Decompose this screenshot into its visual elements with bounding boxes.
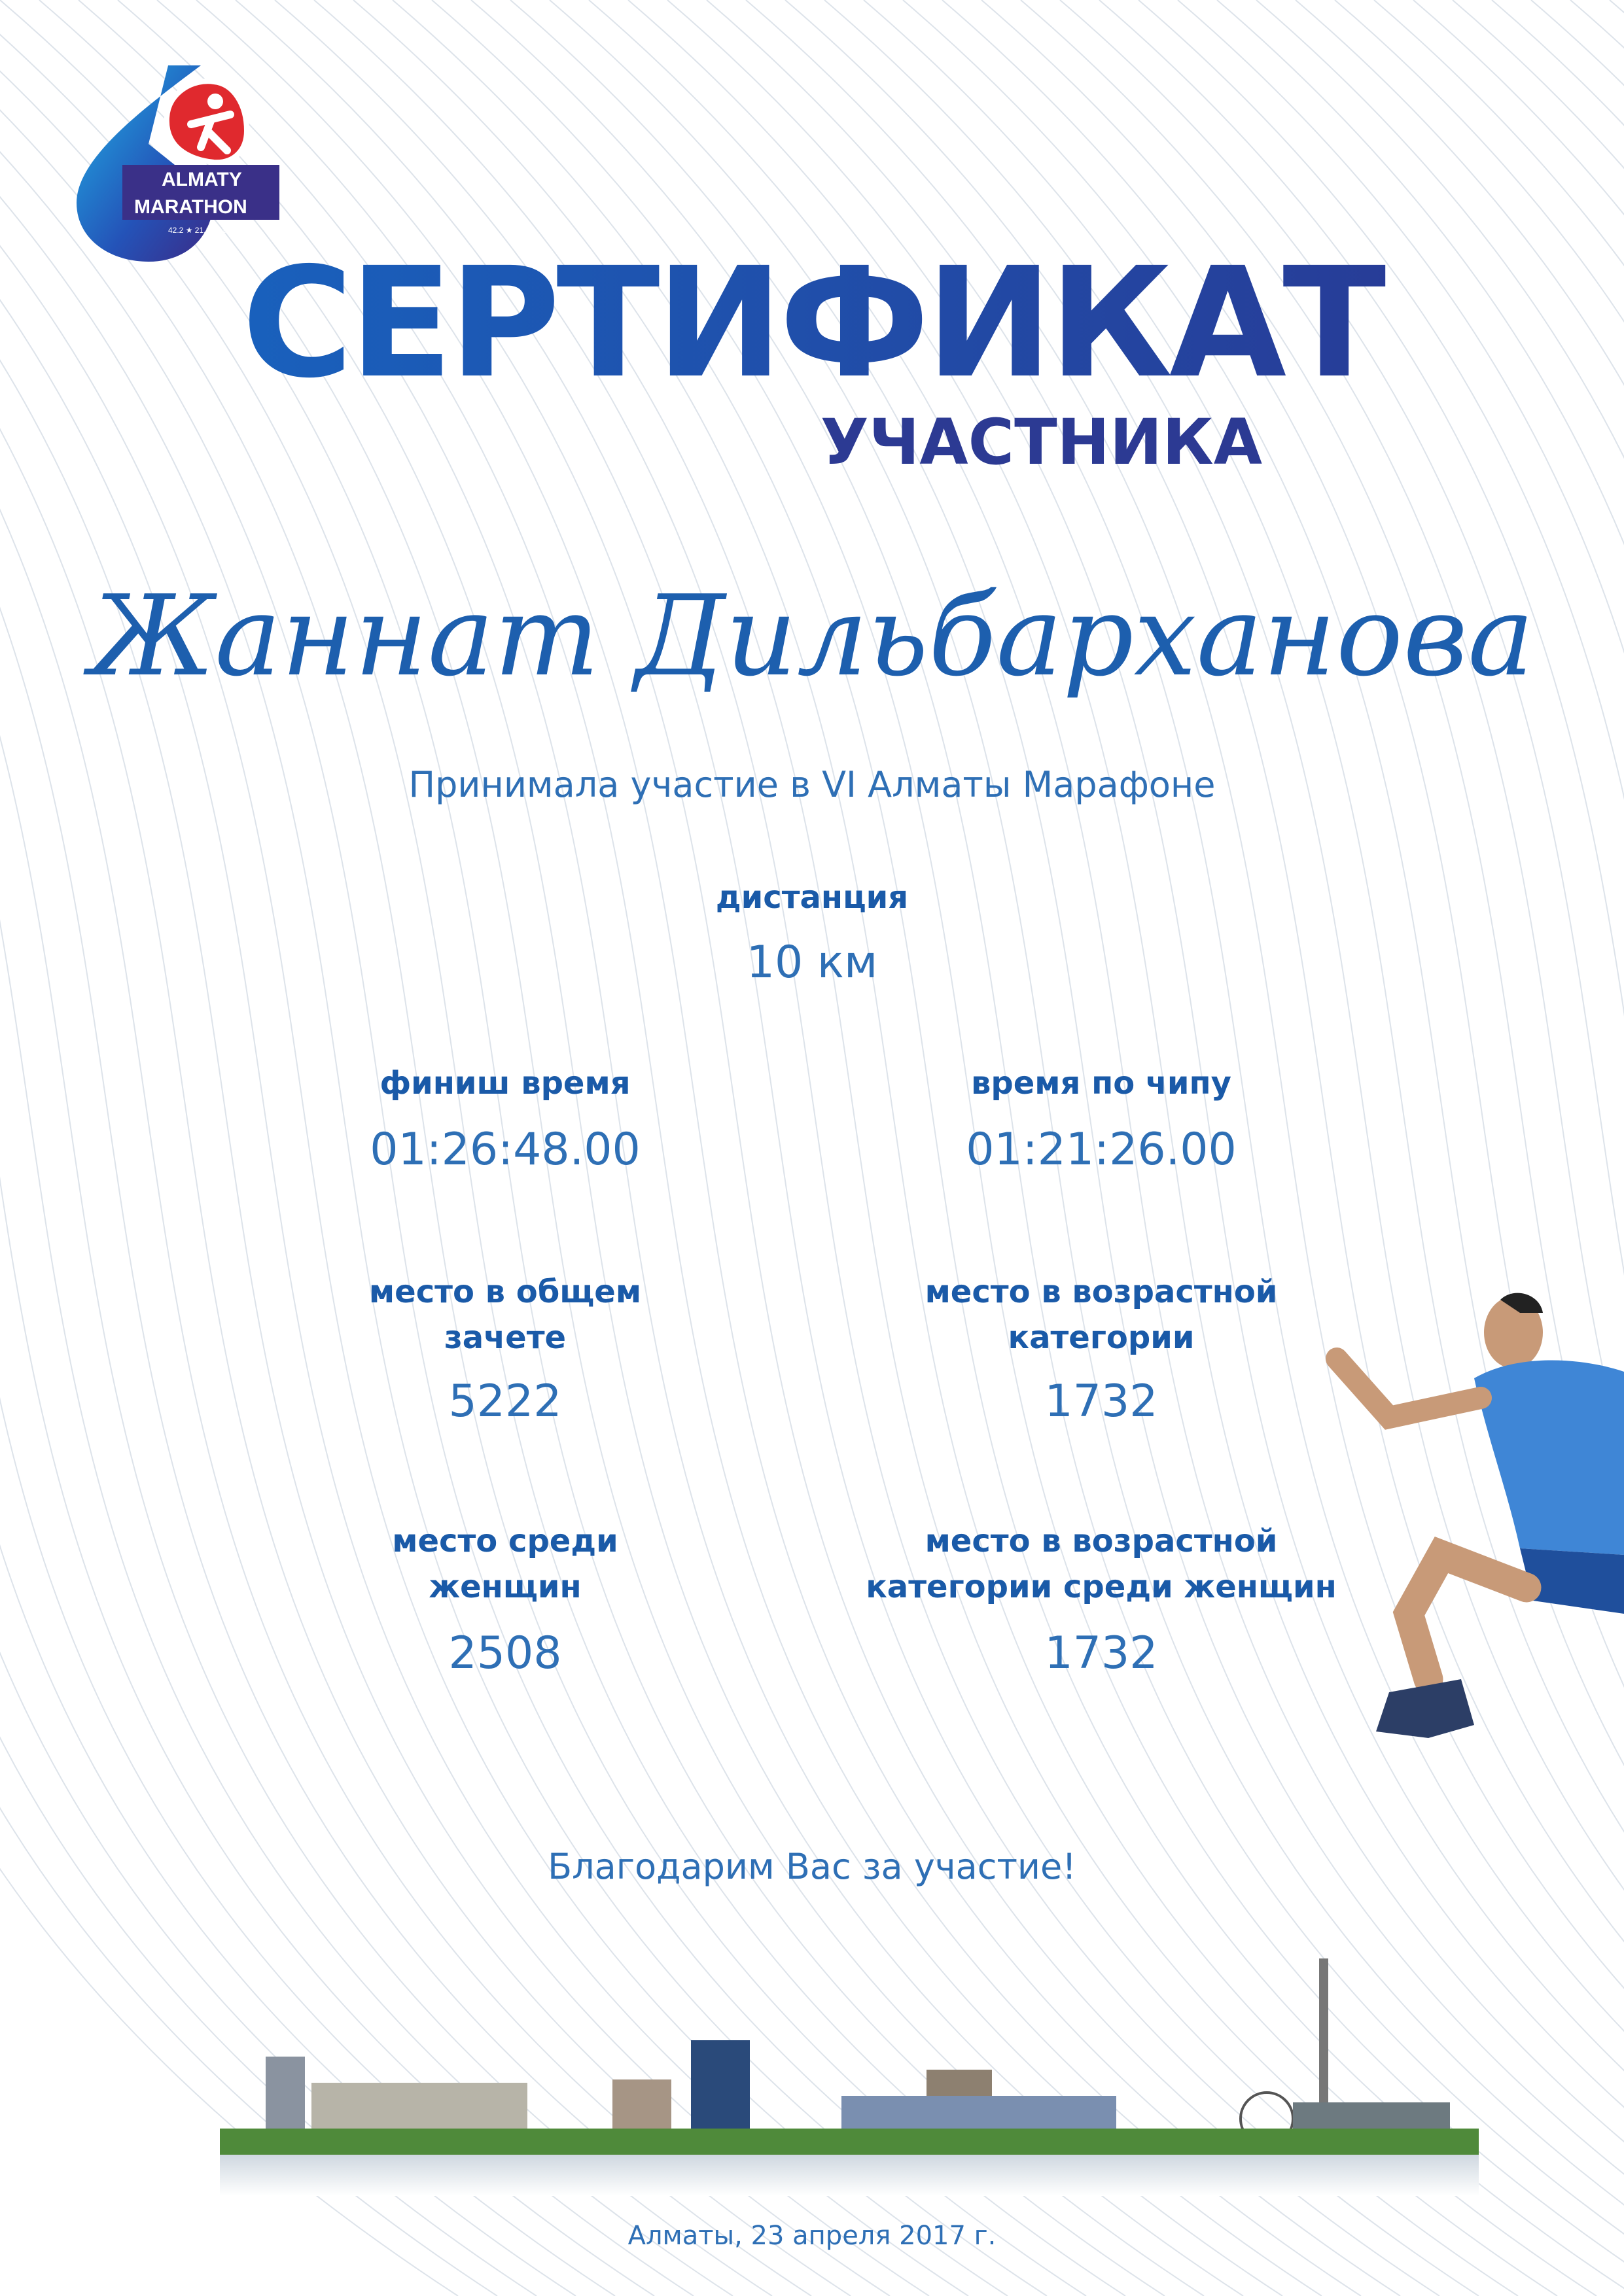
logo-line2: MARATHON	[134, 196, 247, 218]
distance-label: дистанция	[715, 879, 909, 916]
participant-name: Жаннат Дильбарханова	[90, 572, 1534, 701]
women-age-place-label: место в возрастной категории среди женщин	[866, 1523, 1337, 1605]
women-age-place-value: 1732	[1044, 1627, 1158, 1679]
women-place-value: 2508	[448, 1627, 562, 1679]
city-skyline-image	[220, 1932, 1479, 2196]
runner-image	[1311, 1274, 1624, 1786]
women-place-label: место среди женщин	[392, 1523, 618, 1605]
chip-time-value: 01:21:26.00	[966, 1124, 1237, 1175]
thanks-text: Благодарим Вас за участие!	[548, 1846, 1076, 1887]
finish-time-label: финиш время	[380, 1065, 631, 1102]
overall-place-value: 5222	[448, 1376, 562, 1427]
distance-value: 10 км	[746, 937, 878, 988]
overall-place-label: место в общем зачете	[368, 1274, 642, 1356]
age-place-label: место в возрастной категории	[925, 1274, 1278, 1356]
logo-line1: ALMATY	[162, 169, 242, 190]
logo-distances: 42.2 ★ 21.1 ★ 10 ★ 3	[168, 226, 247, 235]
participation-text: Принимала участие в VI Алматы Марафоне	[408, 764, 1216, 805]
chip-time-label: время по чипу	[971, 1065, 1231, 1102]
finish-time-value: 01:26:48.00	[370, 1124, 641, 1175]
age-place-value: 1732	[1044, 1376, 1158, 1427]
certificate-title: СЕРТИФИКАТ	[0, 247, 1624, 399]
certificate-subtitle: УЧАСТНИКА	[820, 406, 1262, 479]
footer-date: Алматы, 23 апреля 2017 г.	[627, 2221, 997, 2251]
